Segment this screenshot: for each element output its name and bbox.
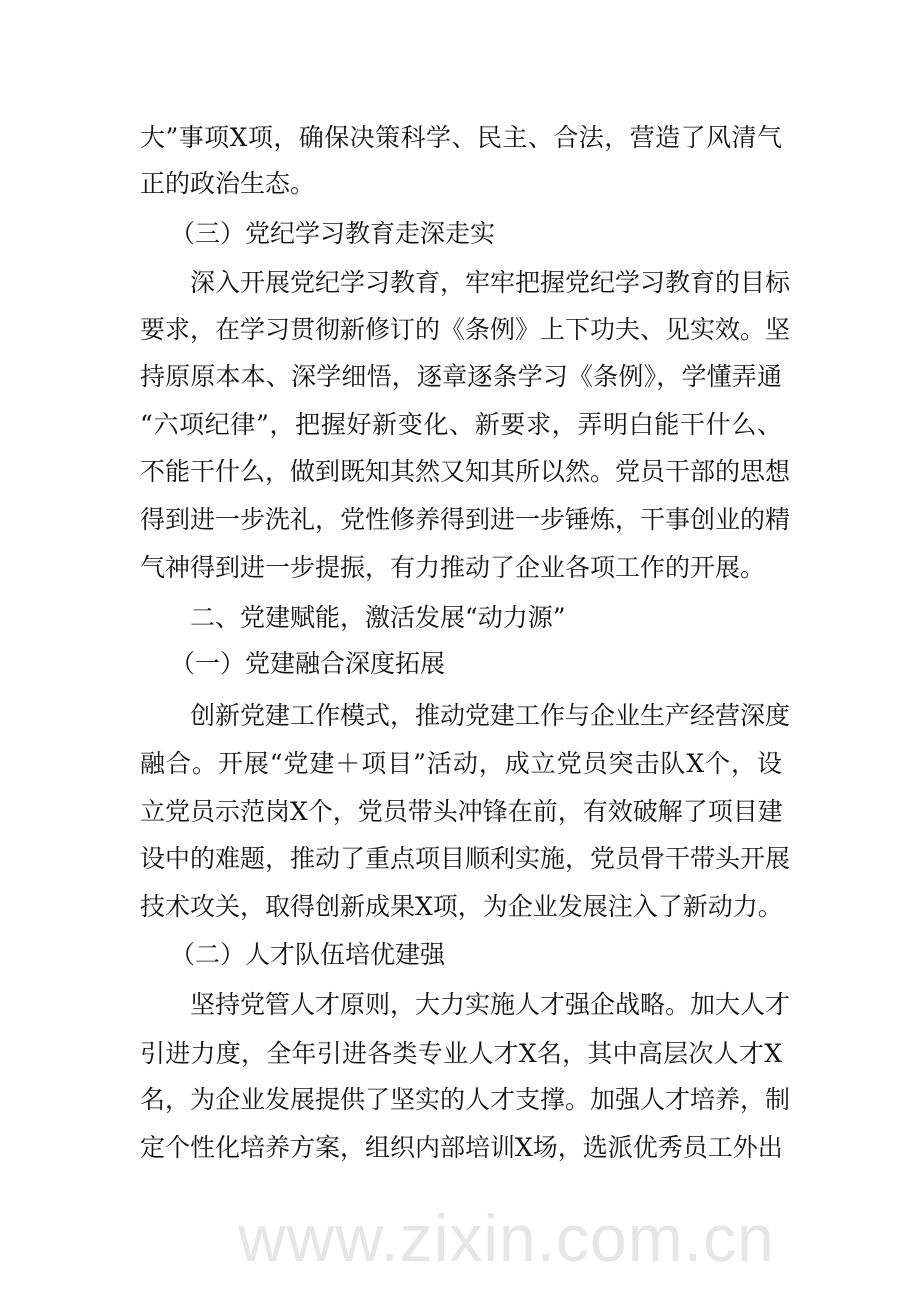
paragraph-line: 正的政治生态。 bbox=[140, 169, 316, 198]
paragraph-line: 定个性化培养方案，组织内部培训X场，选派优秀员工外出 bbox=[140, 1133, 783, 1162]
paragraph-line: 立党员示范岗X个，党员带头冲锋在前，有效破解了项目建 bbox=[140, 797, 783, 826]
paragraph-line: 要求，在学习贯彻新修订的《条例》上下功夫、见实效。坚 bbox=[140, 315, 791, 344]
paragraph-line: 设中的难题，推动了重点项目顺利实施，党员骨干带头开展 bbox=[140, 844, 791, 873]
paragraph-line: 名，为企业发展提供了坚实的人才支撑。加强人才培养，制 bbox=[140, 1085, 791, 1114]
section-heading: （一）党建融合深度拓展 bbox=[170, 649, 446, 678]
paragraph-line: 深入开展党纪学习教育，牢牢把握党纪学习教育的目标 bbox=[190, 268, 791, 297]
paragraph-line: 创新党建工作模式，推动党建工作与企业生产经营深度 bbox=[190, 701, 791, 730]
section-heading: （三）党纪学习教育走深走实 bbox=[170, 219, 496, 248]
chapter-heading: 二、党建赋能，激活发展“动力源” bbox=[190, 603, 566, 632]
paragraph-line: 得到进一步洗礼，党性修养得到进一步锤炼，干事创业的精 bbox=[140, 505, 791, 534]
paragraph-line: 不能干什么，做到既知其然又知其所以然。党员干部的思想 bbox=[140, 457, 791, 486]
paragraph-line: 坚持党管人才原则，大力实施人才强企战略。加大人才 bbox=[190, 990, 791, 1019]
paragraph-line: 技术攻关，取得创新成果X项，为企业发展注入了新动力。 bbox=[140, 892, 783, 921]
section-heading: （二）人才队伍培优建强 bbox=[170, 940, 446, 969]
paragraph-line: 引进力度，全年引进各类专业人才X名，其中高层次人才X bbox=[140, 1039, 782, 1068]
paragraph-line: 气神得到进一步提振，有力推动了企业各项工作的开展。 bbox=[140, 553, 766, 582]
paragraph-line: 持原原本本、深学细悟，逐章逐条学习《条例》，学懂弄通 bbox=[140, 362, 782, 391]
paragraph-line: 融合。开展“党建＋项目”活动，成立党员突击队X个，设 bbox=[140, 749, 782, 778]
paragraph-line: 大”事项X项，确保决策科学、民主、合法，营造了风清气 bbox=[140, 123, 782, 152]
paragraph-line: “六项纪律”，把握好新变化、新要求，弄明白能干什么、 bbox=[140, 410, 782, 439]
watermark: www.zixin.com.cn bbox=[238, 1201, 775, 1275]
